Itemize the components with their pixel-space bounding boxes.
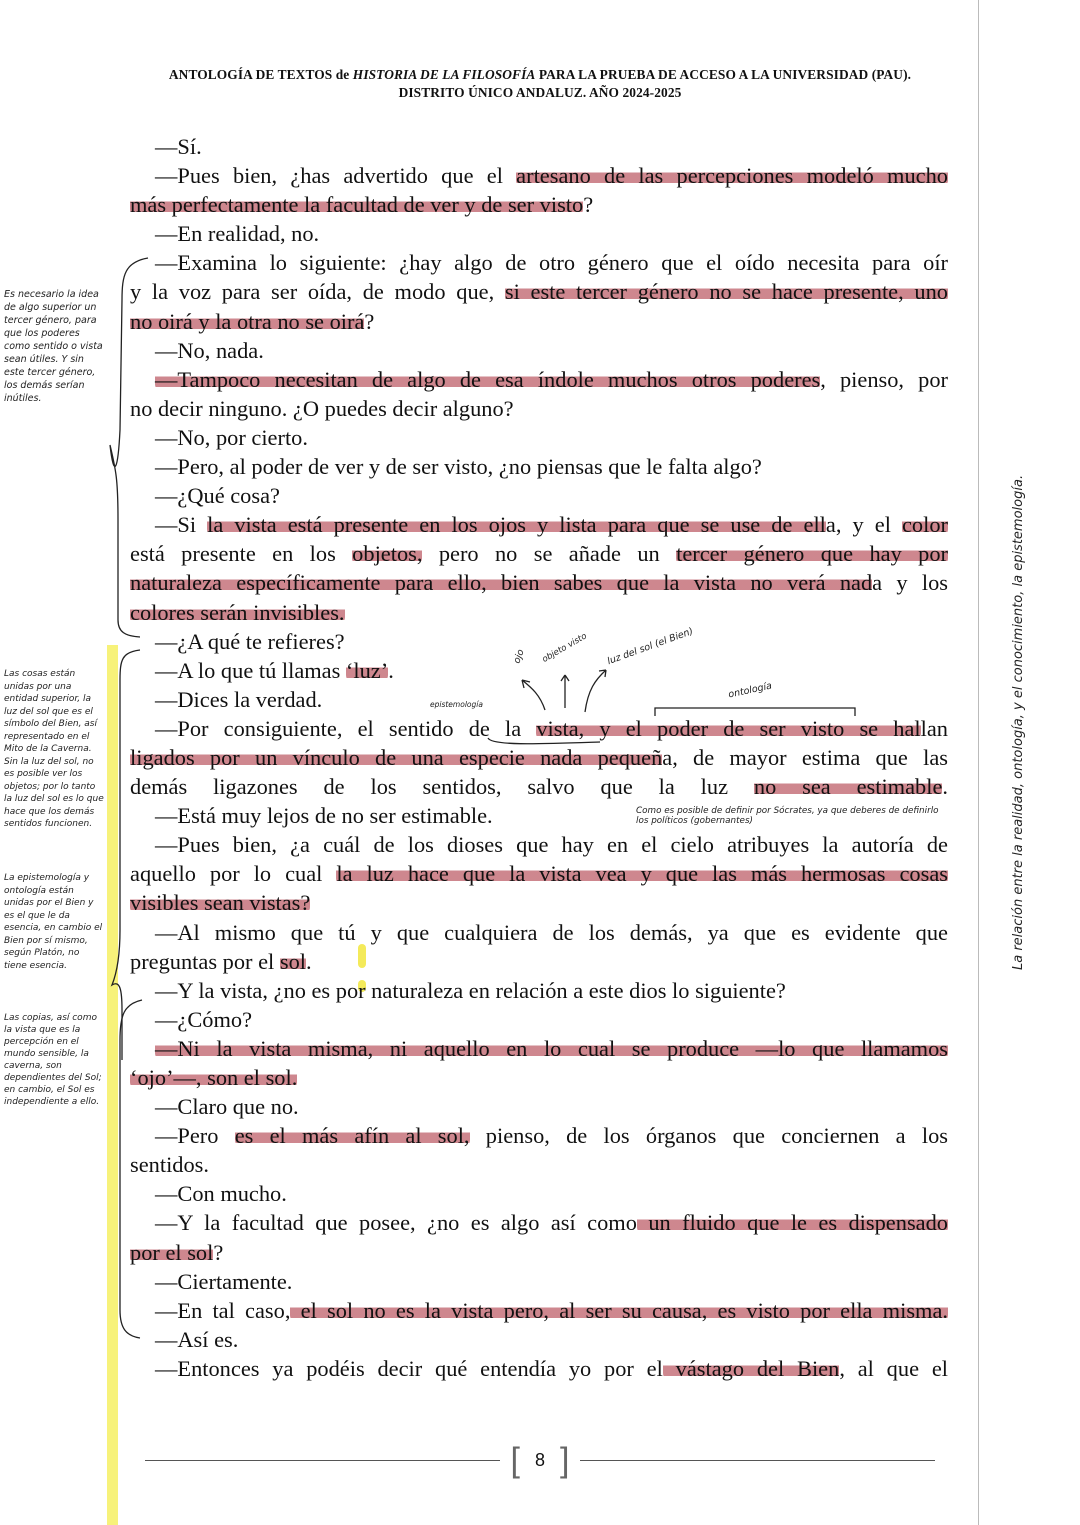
highlighted-text: visibles sean vistas? (130, 890, 311, 916)
text-line (130, 685, 948, 714)
text-line (130, 219, 948, 248)
note-epistemologia: La epistemología y ontología están unidas por el Bien y es el que le da esencia, en cambio el Bien por sí mismo, según Platón, no tiene esencia. (4, 873, 103, 971)
text-line (130, 772, 948, 801)
highlighted-text: ‘luz’ (345, 657, 389, 683)
text-line (130, 539, 948, 568)
highlighted-text: objetos, (352, 541, 423, 567)
highlighted-text: colores serán invisibles. (130, 599, 345, 625)
highlighted-text: ‘ojo’—, son el sol. (130, 1065, 298, 1090)
text-segment: ? (213, 1239, 224, 1265)
highlighted-text: si este tercer género no se hace presente, uno (504, 279, 948, 305)
text-segment: a, y el (825, 512, 902, 538)
page-number-text: 8 (534, 1450, 545, 1471)
dialogue-text (130, 132, 948, 1383)
highlighted-text: color (901, 512, 948, 538)
text-segment: —No, nada. (155, 337, 264, 363)
text-line (130, 248, 948, 277)
highlighted-text: el sol no es la vista pero, al ser su causa, es visto por ella misma. (290, 1297, 948, 1323)
text-segment: a, de mayor estima que las (662, 744, 948, 770)
text-line (130, 1121, 948, 1150)
text-segment: y la voz para ser oída, de modo que, (130, 279, 505, 305)
text-line (130, 336, 948, 365)
text-segment: —Examina lo siguiente: ¿hay algo de otro género que el oído necesita para oír (155, 250, 948, 276)
text-line (130, 656, 948, 685)
text-line (130, 365, 948, 394)
text-line (130, 307, 948, 336)
text-segment: —Dices la verdad. (155, 686, 323, 712)
highlighted-text: vástago del Bien (662, 1355, 840, 1381)
highlighted-text: más perfectamente la facultad de ver y de ser visto (130, 192, 584, 218)
text-segment: . (388, 657, 394, 683)
text-line (130, 743, 948, 772)
highlighted-text: no oirá y la otra no se oirá (130, 308, 365, 334)
text-segment: —Pues bien, ¿has advertido que el (155, 163, 517, 189)
highlighted-text: —Ni la vista misma, ni aquello en lo cual se produce —lo que llamamos (155, 1035, 948, 1061)
header-subject: HISTORIA DE LA FILOSOFÍA (352, 67, 536, 82)
note-ontologia: ontología (727, 680, 773, 701)
text-segment: pienso, de los órganos que conciernen a los (469, 1123, 948, 1149)
note-ojo: ojo (511, 647, 527, 666)
note-tercer-genero: Es necesario la idea de algo superior un tercer género, para que los poderes como sentido o vista sean útiles. Y sin este tercer género, los demás serían inútiles. (4, 289, 103, 404)
text-segment: —Está muy lejos de no ser estimable. (155, 803, 493, 829)
text-segment: —En realidad, no. (155, 221, 320, 247)
header-text: ANTOLOGÍA DE TEXTOS de (168, 67, 353, 82)
text-segment: demás ligazones de los sentidos, salvo que la luz (130, 774, 754, 800)
highlighted-text: artesano de las percepciones modeló mucho (516, 163, 948, 189)
note-luz-sol: Las cosas están unidas por una entidad superior, la luz del sol que es el símbolo del Bien, así representado en el Mito de la Caverna. Sin la luz del sol, no es posible ver los objetos; por lo tanto la luz del sol es lo que hace que los demás sentidos funcionen. (4, 669, 104, 829)
text-segment: —Ciertamente. (155, 1268, 293, 1294)
text-segment: no decir ninguno. ¿O puedes decir alguno? (130, 395, 514, 421)
text-segment: . (306, 948, 312, 974)
text-segment: —Con mucho. (155, 1181, 287, 1207)
text-segment: —Claro que no. (155, 1094, 299, 1120)
text-line (130, 161, 948, 190)
highlighted-text: no sea estimable (753, 774, 943, 800)
highlighted-text: la luz hace que la vista vea y que las más hermosas cosas (336, 861, 948, 887)
highlighted-text: la vista está presente en los ojos y lista para que se use de ell (207, 512, 826, 538)
text-segment: —Si (155, 512, 208, 538)
highlighted-text: sol (279, 948, 306, 974)
highlighted-text: es el más afín al sol, (234, 1123, 470, 1149)
text-segment: ? (583, 192, 594, 218)
highlighted-text: por el sol (130, 1239, 214, 1265)
text-segment: aquello por lo cual (130, 861, 337, 887)
footer-rule-right (580, 1460, 935, 1461)
text-segment: ? (364, 308, 375, 334)
text-line (130, 888, 948, 917)
header-district: DISTRITO ÚNICO ANDALUZ. AÑO 2024-2025 (398, 85, 682, 100)
text-line (130, 627, 948, 656)
highlighted-text: vista, y el poder de ser visto se hal (536, 715, 921, 741)
note-luz-del-sol: luz del sol (el Bien) (605, 625, 695, 668)
text-line (130, 1150, 948, 1179)
highlighted-text: tercer género que hay por (676, 541, 948, 567)
page-edge (978, 0, 979, 1525)
text-line (130, 1238, 948, 1267)
highlighted-text: ligados por un vínculo de una especie nada pequeñ (130, 744, 663, 770)
text-line (130, 1034, 948, 1063)
text-segment: —Pues bien, ¿a cuál de los dioses que hay en el cielo atribuyes la autoría de (155, 832, 948, 858)
text-segment: —¿Cómo? (155, 1006, 253, 1032)
header-text: PARA LA PRUEBA DE ACCESO A LA UNIVERSIDAD (PAU). (535, 67, 912, 82)
text-segment: —Pero, al poder de ver y de ser visto, ¿no piensas que le falta algo? (155, 454, 762, 480)
text-line (130, 1092, 948, 1121)
text-line (130, 568, 948, 597)
text-line (130, 947, 948, 976)
text-line (130, 1179, 948, 1208)
text-line (130, 452, 948, 481)
highlighted-text: —Tampoco necesitan de algo de esa índole muchos otros poderes (155, 366, 821, 392)
footer-rule-left (145, 1460, 500, 1461)
text-line (130, 598, 948, 627)
text-line (130, 830, 948, 859)
text-line (130, 1063, 948, 1092)
text-segment: —No, por cierto. (155, 424, 308, 450)
text-segment: —Pero (155, 1123, 235, 1149)
text-segment: está presente en los (130, 541, 353, 567)
text-line (130, 481, 948, 510)
note-objeto-visto: objeto visto (540, 631, 589, 665)
text-segment: —Sí. (155, 134, 202, 159)
text-segment: lan (920, 715, 948, 741)
text-line (130, 1296, 948, 1325)
text-line (130, 277, 948, 306)
text-segment: sentidos. (130, 1152, 209, 1178)
text-line (130, 859, 948, 888)
note-copias: Las copias, así como la vista que es la percepción en el mundo sensible, la caverna, son dependientes del Sol; en cambio, el Sol es independiente a ello. (4, 1013, 102, 1107)
text-segment: —Por consiguiente, el sentido de la (155, 715, 537, 741)
text-line (130, 1208, 948, 1237)
text-segment: —Y la vista, ¿no es por naturaleza en relación a este dios lo siguiente? (155, 977, 786, 1003)
text-segment: —Así es. (155, 1326, 239, 1352)
text-line (130, 976, 948, 1005)
text-line (130, 1325, 948, 1354)
text-segment: —¿A qué te refieres? (155, 628, 345, 654)
highlighted-text: naturaleza específicamente para ello, bien sabes que la vista no verá nad (130, 570, 873, 596)
text-segment: a y los (872, 570, 948, 596)
text-segment: —En tal caso, (155, 1297, 291, 1323)
yellow-marker-stroke (107, 645, 118, 1525)
text-segment: —Y la facultad que posee, ¿no es algo así como (155, 1210, 637, 1236)
text-segment: —Al mismo que tú y que cualquiera de los demás, ya que es evidente que (155, 919, 948, 945)
text-segment: , al que el (839, 1355, 948, 1381)
note-socrates: Como es posible de definir por Sócrates, ya que deberes de definirlo los políticos (gobernantes) (636, 806, 939, 826)
text-line (130, 190, 948, 219)
text-line (130, 132, 948, 161)
text-line (130, 423, 948, 452)
text-segment: —A lo que tú llamas (155, 657, 346, 683)
text-line (130, 394, 948, 423)
text-line (130, 1005, 948, 1034)
text-segment: pero no se añade un (422, 541, 677, 567)
text-line (130, 1354, 948, 1383)
note-epistemologia-small: epistemología (430, 700, 483, 709)
text-segment: , pienso, por (820, 366, 948, 392)
note-right-margin: La relación entre la realidad, ontología, y el conocimiento, la epistemología. (1011, 474, 1026, 970)
text-segment: —¿Qué cosa? (155, 483, 280, 509)
page-number: [ 8 ] (510, 1441, 570, 1480)
highlighted-text: un fluido que le es dispensado (636, 1210, 948, 1236)
text-segment: —Entonces ya podéis decir qué entendía yo por el (155, 1355, 663, 1381)
text-segment: preguntas por el (130, 948, 280, 974)
text-line (130, 918, 948, 947)
text-line (130, 510, 948, 539)
text-line (130, 1267, 948, 1296)
text-segment: . (942, 774, 948, 800)
running-header (130, 66, 950, 102)
text-line (130, 714, 948, 743)
